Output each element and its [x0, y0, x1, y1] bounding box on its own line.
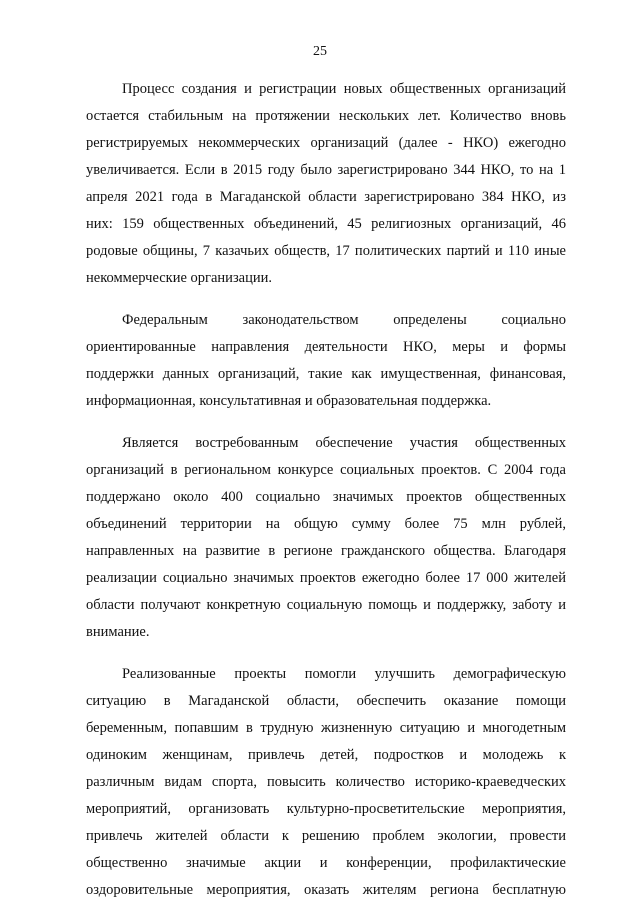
text-line: регистрируемых некоммерческих организаций (далее - НКО) ежегодно — [86, 135, 566, 151]
paragraph-federal-legislation — [86, 307, 566, 415]
text-line: Реализованные проекты помогли улучшить демографическую — [122, 666, 566, 682]
text-line: родовые общины, 7 казачьих обществ, 17 политических партий и 110 иные — [86, 243, 566, 259]
text-line: одиноким женщинам, привлечь детей, подростков и молодежь к — [86, 747, 566, 763]
text-line: ситуацию в Магаданской области, обеспечить оказание помощи — [86, 693, 566, 709]
text-line: мероприятий, организовать культурно-просветительские мероприятия, — [86, 801, 566, 817]
text-line: апреля 2021 года в Магаданской области зарегистрировано 384 НКО, из — [86, 189, 566, 205]
text-line: Является востребованным обеспечение участия общественных — [122, 435, 566, 451]
paragraph-project-contest — [86, 430, 566, 646]
page-number: 25 — [313, 44, 327, 59]
document-body — [86, 76, 566, 919]
text-line: различным видам спорта, повысить количество историко-краеведческих — [86, 774, 566, 790]
text-line: объединений территории на общую сумму более 75 млн рублей, — [86, 516, 566, 532]
paragraph-nko-registration — [86, 76, 566, 292]
text-line: остается стабильным на протяжении нескольких лет. Количество вновь — [86, 108, 566, 124]
paragraph-implemented-projects — [86, 661, 566, 904]
text-line: информационная, консультативная и образовательная поддержка. — [86, 393, 492, 409]
text-line: реализации социально значимых проектов ежегодно более 17 000 жителей — [86, 570, 566, 586]
text-line: направленных на развитие в регионе гражданского общества. Благодаря — [86, 543, 566, 559]
text-line: привлечь жителей области к решению проблем экологии, провести — [86, 828, 566, 844]
text-line: общественно значимые акции и конференции, профилактические — [86, 855, 566, 871]
text-line: Процесс создания и регистрации новых общественных организаций — [122, 81, 566, 97]
text-line: некоммерческие организации. — [86, 270, 273, 286]
text-line: оздоровительные мероприятия, оказать жителям региона бесплатную — [86, 882, 566, 898]
text-line: них: 159 общественных объединений, 45 религиозных организаций, 46 — [86, 216, 566, 232]
text-line: ориентированные направления деятельности НКО, меры и формы — [86, 339, 566, 355]
text-line: Федеральным законодательством определены социально — [122, 312, 566, 328]
text-line: области получают конкретную социальную помощь и поддержку, заботу и — [86, 597, 566, 613]
text-line: беременным, попавшим в трудную жизненную ситуацию и многодетным — [86, 720, 566, 736]
text-line: организаций в региональном конкурсе социальных проектов. С 2004 года — [86, 462, 566, 478]
text-line: поддержано около 400 социально значимых проектов общественных — [86, 489, 566, 505]
text-line: увеличивается. Если в 2015 году было зарегистрировано 344 НКО, то на 1 — [86, 162, 566, 178]
text-line: внимание. — [86, 624, 150, 640]
text-line: поддержки данных организаций, такие как имущественная, финансовая, — [86, 366, 566, 382]
